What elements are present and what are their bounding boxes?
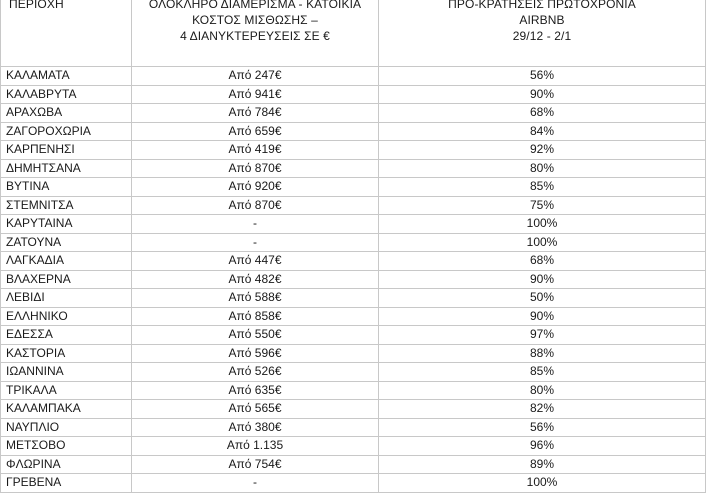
- table-row: [1, 363, 706, 382]
- cost-cell: Από 247€: [132, 67, 379, 86]
- booking-cell: 80%: [379, 159, 706, 178]
- table-row: [1, 215, 706, 234]
- table-row: [1, 67, 706, 86]
- cost-cell: Από 870€: [132, 159, 379, 178]
- region-cell: ΚΑΛΑΒΡΥΤΑ: [1, 85, 132, 104]
- booking-cell: 68%: [379, 252, 706, 271]
- header-cost-line2: ΚΟΣΤΟΣ ΜΙΣΘΩΣΗΣ –: [192, 13, 318, 27]
- table-row: [1, 85, 706, 104]
- header-region-label: ΠΕΡΙΟΧΗ: [9, 0, 64, 11]
- cost-cell: Από 380€: [132, 418, 379, 437]
- cost-cell: Από 659€: [132, 122, 379, 141]
- region-cell: ΙΩΑΝΝΙΝΑ: [1, 363, 132, 382]
- table-row: [1, 252, 706, 271]
- header-booking-line2: AIRBNB: [519, 13, 565, 27]
- table-row: [1, 141, 706, 160]
- booking-cell: 56%: [379, 67, 706, 86]
- booking-cell: 100%: [379, 215, 706, 234]
- cost-cell: Από 784€: [132, 104, 379, 123]
- region-cell: ΕΔΕΣΣΑ: [1, 326, 132, 345]
- booking-cell: 100%: [379, 474, 706, 493]
- booking-cell: 68%: [379, 104, 706, 123]
- table-row: [1, 270, 706, 289]
- region-cell: ΔΗΜΗΤΣΑΝΑ: [1, 159, 132, 178]
- region-cell: ΖΑΤΟΥΝΑ: [1, 233, 132, 252]
- cost-cell: Από 596€: [132, 344, 379, 363]
- region-cell: ΒΥΤΙΝΑ: [1, 178, 132, 197]
- cost-cell: -: [132, 215, 379, 234]
- region-cell: ΚΑΡΥΤΑΙΝΑ: [1, 215, 132, 234]
- cost-cell: Από 920€: [132, 178, 379, 197]
- region-cell: ΦΛΩΡΙΝΑ: [1, 455, 132, 474]
- region-cell: ΓΡΕΒΕΝΑ: [1, 474, 132, 493]
- region-cell: ΚΑΛΑΜΑΤΑ: [1, 67, 132, 86]
- table-row: [1, 455, 706, 474]
- booking-cell: 92%: [379, 141, 706, 160]
- header-region: [1, 0, 132, 67]
- cost-cell: Από 858€: [132, 307, 379, 326]
- region-cell: ΛΕΒΙΔΙ: [1, 289, 132, 308]
- region-cell: ΣΤΕΜΝΙΤΣΑ: [1, 196, 132, 215]
- region-cell: ΚΑΣΤΟΡΙΑ: [1, 344, 132, 363]
- booking-cell: 97%: [379, 326, 706, 345]
- cost-cell: Από 447€: [132, 252, 379, 271]
- region-cell: ΛΑΓΚΑΔΙΑ: [1, 252, 132, 271]
- table-row: [1, 381, 706, 400]
- cost-cell: Από 526€: [132, 363, 379, 382]
- region-cell: ΚΑΡΠΕΝΗΣΙ: [1, 141, 132, 160]
- header-cost-line1: ΟΛΟΚΛΗΡΟ ΔΙΑΜΕΡΙΣΜΑ - ΚΑΤΟΙΚΙΑ: [148, 0, 362, 11]
- table-row: [1, 178, 706, 197]
- table-row: [1, 474, 706, 493]
- booking-cell: 85%: [379, 363, 706, 382]
- booking-cell: 85%: [379, 178, 706, 197]
- cost-cell: Από 870€: [132, 196, 379, 215]
- table-row: [1, 344, 706, 363]
- table-header: [1, 0, 706, 67]
- cost-cell: Από 754€: [132, 455, 379, 474]
- header-booking-line3: 29/12 - 2/1: [512, 29, 572, 43]
- booking-cell: 80%: [379, 381, 706, 400]
- booking-cell: 90%: [379, 85, 706, 104]
- region-cell: ΒΛΑΧΕΡΝΑ: [1, 270, 132, 289]
- booking-cell: 84%: [379, 122, 706, 141]
- booking-cell: 89%: [379, 455, 706, 474]
- booking-cell: 100%: [379, 233, 706, 252]
- booking-cell: 88%: [379, 344, 706, 363]
- cost-cell: Από 565€: [132, 400, 379, 419]
- cost-cell: Από 941€: [132, 85, 379, 104]
- region-cell: ΜΕΤΣΟΒΟ: [1, 437, 132, 456]
- cost-cell: Από 550€: [132, 326, 379, 345]
- table-body: [1, 67, 706, 493]
- booking-cell: 56%: [379, 418, 706, 437]
- table-row: [1, 159, 706, 178]
- region-cell: ΝΑΥΠΛΙΟ: [1, 418, 132, 437]
- header-cost-line3: 4 ΔΙΑΝΥΚΤΕΡΕΥΣΕΙΣ ΣΕ €: [180, 29, 330, 43]
- cost-cell: -: [132, 233, 379, 252]
- region-cell: ΚΑΛΑΜΠΑΚΑ: [1, 400, 132, 419]
- table-row: [1, 307, 706, 326]
- header-row: [1, 0, 706, 67]
- cost-cell: Από 1.135: [132, 437, 379, 456]
- table-row: [1, 289, 706, 308]
- header-cost: [132, 0, 379, 67]
- region-cell: ΤΡΙΚΑΛΑ: [1, 381, 132, 400]
- table-row: [1, 233, 706, 252]
- table-row: [1, 418, 706, 437]
- region-cell: ΑΡΑΧΩΒΑ: [1, 104, 132, 123]
- cost-cell: Από 588€: [132, 289, 379, 308]
- region-cell: ΖΑΓΟΡΟΧΩΡΙΑ: [1, 122, 132, 141]
- header-booking: [379, 0, 706, 67]
- table-row: [1, 122, 706, 141]
- booking-cell: 90%: [379, 307, 706, 326]
- cost-cell: Από 419€: [132, 141, 379, 160]
- cost-cell: Από 482€: [132, 270, 379, 289]
- table-row: [1, 196, 706, 215]
- table-row: [1, 104, 706, 123]
- table-row: [1, 326, 706, 345]
- header-booking-line1: ΠΡΟ-ΚΡΑΤΗΣΕΙΣ ΠΡΩΤΟΧΡΟΝΙΑ: [448, 0, 636, 11]
- booking-cell: 90%: [379, 270, 706, 289]
- booking-cell: 82%: [379, 400, 706, 419]
- booking-cell: 96%: [379, 437, 706, 456]
- table-row: [1, 400, 706, 419]
- booking-cell: 50%: [379, 289, 706, 308]
- cost-cell: Από 635€: [132, 381, 379, 400]
- cost-cell: -: [132, 474, 379, 493]
- booking-cell: 75%: [379, 196, 706, 215]
- table-row: [1, 437, 706, 456]
- region-cell: ΕΛΛΗΝΙΚΟ: [1, 307, 132, 326]
